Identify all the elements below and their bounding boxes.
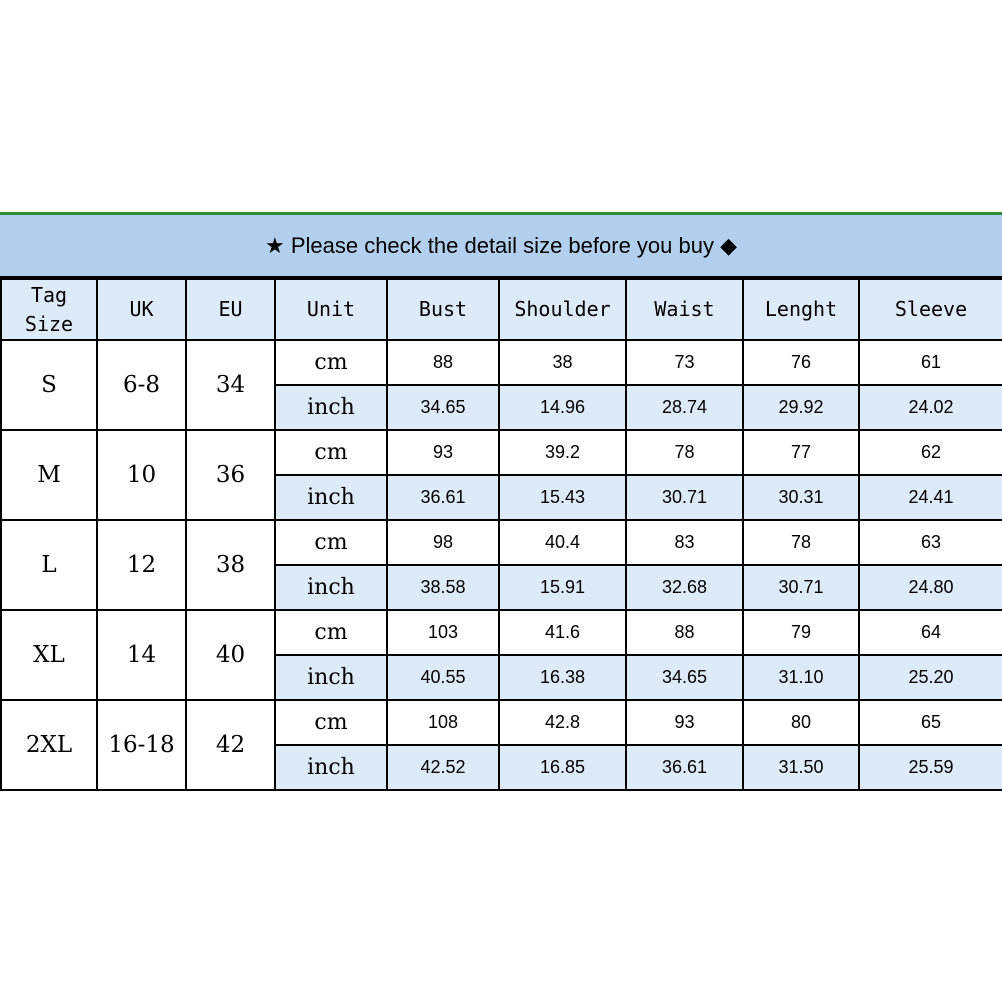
- bust-inch-cell: 34.65: [387, 385, 499, 430]
- size-cell: L: [1, 520, 97, 610]
- shoulder-inch-cell: 14.96: [499, 385, 626, 430]
- bust-inch-cell: 38.58: [387, 565, 499, 610]
- header-eu: EU: [186, 279, 275, 340]
- waist-cm-cell: 93: [626, 700, 743, 745]
- eu-size-cell: 38: [186, 520, 275, 610]
- size-chart-title: ★ Please check the detail size before you buy ◆: [264, 232, 737, 258]
- waist-cm-cell: 83: [626, 520, 743, 565]
- lenght-cm-cell: 79: [743, 610, 859, 655]
- header-shoulder: Shoulder: [499, 279, 626, 340]
- header-tag-size: Tag Size: [1, 279, 97, 340]
- header-waist: Waist: [626, 279, 743, 340]
- bust-inch-cell: 40.55: [387, 655, 499, 700]
- lenght-inch-cell: 30.71: [743, 565, 859, 610]
- shoulder-inch-cell: 16.38: [499, 655, 626, 700]
- uk-size-cell: 10: [97, 430, 186, 520]
- size-cell: S: [1, 340, 97, 430]
- waist-cm-cell: 88: [626, 610, 743, 655]
- bust-cm-cell: 93: [387, 430, 499, 475]
- uk-size-cell: 6-8: [97, 340, 186, 430]
- shoulder-cm-cell: 38: [499, 340, 626, 385]
- unit-cell-inch: inch: [275, 565, 387, 610]
- size-chart-title-bar: [0, 215, 1002, 278]
- size-chart: [0, 212, 1002, 791]
- uk-size-cell: 14: [97, 610, 186, 700]
- bust-inch-cell: 36.61: [387, 475, 499, 520]
- size-table-body: [1, 340, 1002, 790]
- eu-size-cell: 36: [186, 430, 275, 520]
- waist-inch-cell: 36.61: [626, 745, 743, 790]
- shoulder-cm-cell: 42.8: [499, 700, 626, 745]
- unit-cell-inch: inch: [275, 655, 387, 700]
- lenght-cm-cell: 78: [743, 520, 859, 565]
- sleeve-cm-cell: 62: [859, 430, 1002, 475]
- eu-size-cell: 42: [186, 700, 275, 790]
- size-cell: XL: [1, 610, 97, 700]
- table-row: [1, 520, 1002, 565]
- unit-cell-inch: inch: [275, 475, 387, 520]
- shoulder-cm-cell: 41.6: [499, 610, 626, 655]
- eu-size-cell: 40: [186, 610, 275, 700]
- table-row: [1, 430, 1002, 475]
- header-lenght: Lenght: [743, 279, 859, 340]
- bust-cm-cell: 88: [387, 340, 499, 385]
- unit-cell-cm: cm: [275, 340, 387, 385]
- shoulder-inch-cell: 15.91: [499, 565, 626, 610]
- lenght-inch-cell: 30.31: [743, 475, 859, 520]
- size-cell: 2XL: [1, 700, 97, 790]
- table-row: [1, 610, 1002, 655]
- table-row: [1, 700, 1002, 745]
- table-row: [1, 340, 1002, 385]
- lenght-inch-cell: 31.10: [743, 655, 859, 700]
- shoulder-inch-cell: 15.43: [499, 475, 626, 520]
- unit-cell-cm: cm: [275, 430, 387, 475]
- unit-cell-inch: inch: [275, 745, 387, 790]
- sleeve-inch-cell: 24.80: [859, 565, 1002, 610]
- header-sleeve: Sleeve: [859, 279, 1002, 340]
- sleeve-cm-cell: 64: [859, 610, 1002, 655]
- eu-size-cell: 34: [186, 340, 275, 430]
- waist-inch-cell: 28.74: [626, 385, 743, 430]
- uk-size-cell: 16-18: [97, 700, 186, 790]
- bust-cm-cell: 98: [387, 520, 499, 565]
- sleeve-cm-cell: 63: [859, 520, 1002, 565]
- bust-cm-cell: 103: [387, 610, 499, 655]
- uk-size-cell: 12: [97, 520, 186, 610]
- unit-cell-cm: cm: [275, 520, 387, 565]
- shoulder-cm-cell: 40.4: [499, 520, 626, 565]
- lenght-cm-cell: 77: [743, 430, 859, 475]
- waist-cm-cell: 73: [626, 340, 743, 385]
- lenght-cm-cell: 76: [743, 340, 859, 385]
- sleeve-inch-cell: 24.41: [859, 475, 1002, 520]
- bust-cm-cell: 108: [387, 700, 499, 745]
- bust-inch-cell: 42.52: [387, 745, 499, 790]
- shoulder-cm-cell: 39.2: [499, 430, 626, 475]
- waist-inch-cell: 32.68: [626, 565, 743, 610]
- header-bust: Bust: [387, 279, 499, 340]
- sleeve-cm-cell: 61: [859, 340, 1002, 385]
- lenght-inch-cell: 29.92: [743, 385, 859, 430]
- sleeve-inch-cell: 25.59: [859, 745, 1002, 790]
- header-row: [1, 279, 1002, 340]
- unit-cell-inch: inch: [275, 385, 387, 430]
- sleeve-cm-cell: 65: [859, 700, 1002, 745]
- unit-cell-cm: cm: [275, 610, 387, 655]
- header-uk: UK: [97, 279, 186, 340]
- sleeve-inch-cell: 25.20: [859, 655, 1002, 700]
- lenght-cm-cell: 80: [743, 700, 859, 745]
- waist-inch-cell: 34.65: [626, 655, 743, 700]
- waist-inch-cell: 30.71: [626, 475, 743, 520]
- waist-cm-cell: 78: [626, 430, 743, 475]
- lenght-inch-cell: 31.50: [743, 745, 859, 790]
- unit-cell-cm: cm: [275, 700, 387, 745]
- header-unit: Unit: [275, 279, 387, 340]
- sleeve-inch-cell: 24.02: [859, 385, 1002, 430]
- size-table: [0, 278, 1002, 791]
- shoulder-inch-cell: 16.85: [499, 745, 626, 790]
- size-cell: M: [1, 430, 97, 520]
